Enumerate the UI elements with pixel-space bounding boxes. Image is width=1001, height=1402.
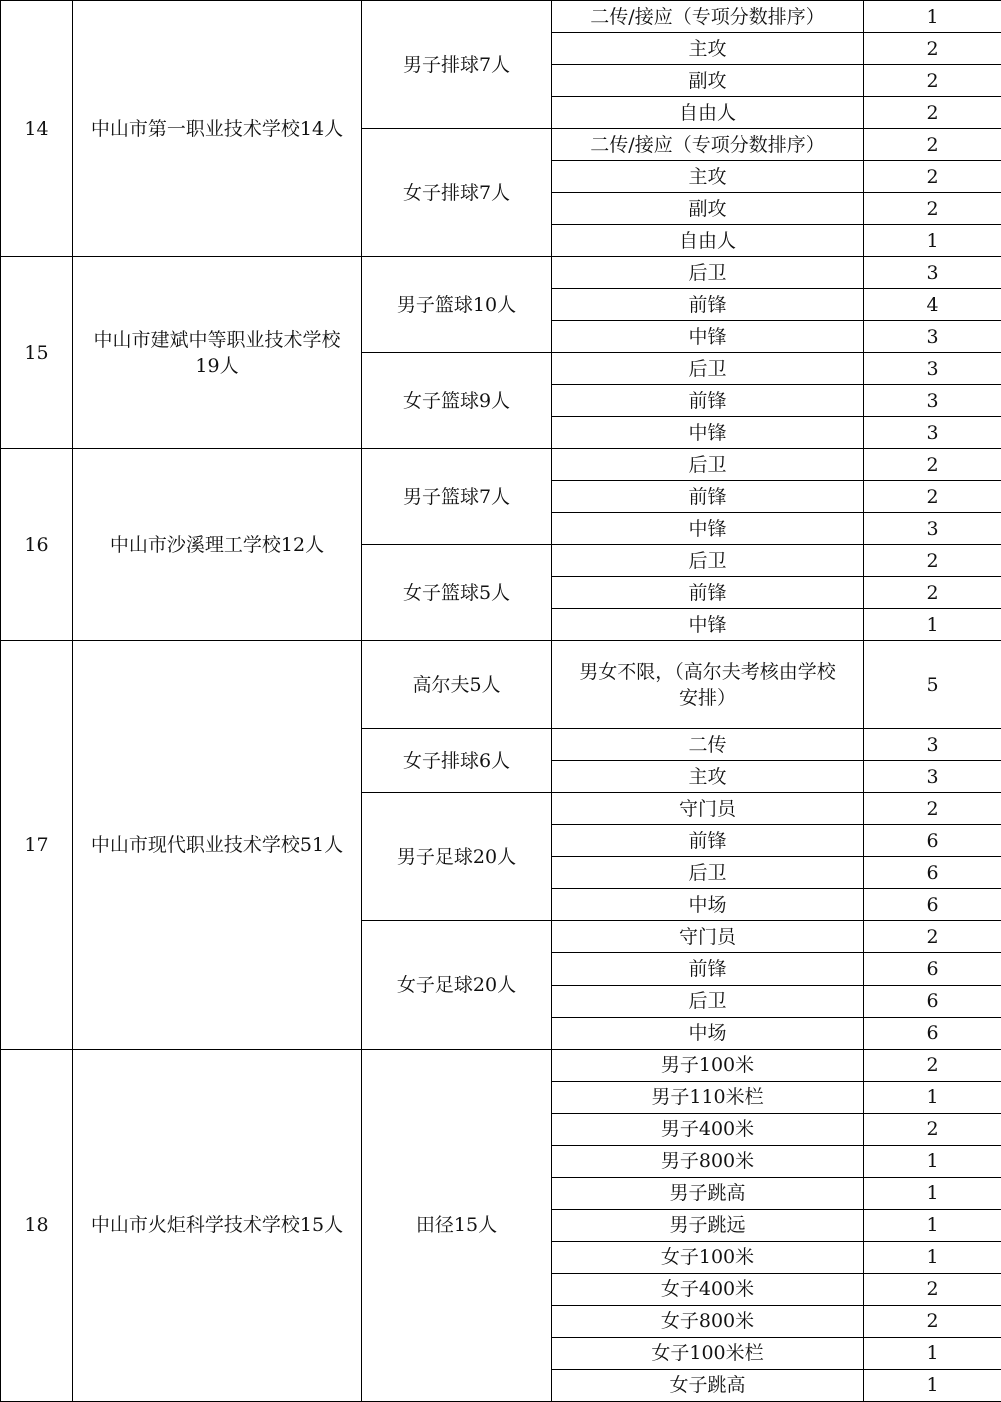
position-cell: 后卫 bbox=[552, 353, 864, 385]
position-cell: 前锋 bbox=[552, 953, 864, 985]
count-cell: 1 bbox=[864, 1337, 1001, 1369]
count-cell: 2 bbox=[864, 129, 1001, 161]
position-cell: 后卫 bbox=[552, 545, 864, 577]
count-cell: 6 bbox=[864, 953, 1001, 985]
position-cell: 男子400米 bbox=[552, 1113, 864, 1145]
count-cell: 1 bbox=[864, 1081, 1001, 1113]
position-cell: 男子跳高 bbox=[552, 1177, 864, 1209]
count-cell: 6 bbox=[864, 1017, 1001, 1049]
position-cell: 前锋 bbox=[552, 385, 864, 417]
position-cell: 女子跳高 bbox=[552, 1369, 864, 1401]
position-cell: 前锋 bbox=[552, 825, 864, 857]
table-row bbox=[1, 641, 1001, 729]
school-name-line: 19人 bbox=[195, 354, 239, 377]
count-cell: 3 bbox=[864, 321, 1001, 353]
count-cell: 3 bbox=[864, 257, 1001, 289]
position-cell: 守门员 bbox=[552, 921, 864, 953]
quota-table-body bbox=[1, 1, 1001, 1402]
team-cell: 女子足球20人 bbox=[362, 921, 552, 1049]
position-cell: 前锋 bbox=[552, 481, 864, 513]
team-cell: 女子篮球5人 bbox=[362, 545, 552, 641]
count-cell: 2 bbox=[864, 193, 1001, 225]
count-cell: 2 bbox=[864, 1273, 1001, 1305]
team-cell: 男子篮球10人 bbox=[362, 257, 552, 353]
count-cell: 3 bbox=[864, 385, 1001, 417]
position-cell: 后卫 bbox=[552, 985, 864, 1017]
count-cell: 2 bbox=[864, 481, 1001, 513]
count-cell: 4 bbox=[864, 289, 1001, 321]
count-cell: 2 bbox=[864, 793, 1001, 825]
position-cell: 守门员 bbox=[552, 793, 864, 825]
count-cell: 1 bbox=[864, 1145, 1001, 1177]
team-cell: 田径15人 bbox=[362, 1049, 552, 1401]
count-cell: 1 bbox=[864, 225, 1001, 257]
position-cell: 主攻 bbox=[552, 33, 864, 65]
position-cell: 中场 bbox=[552, 889, 864, 921]
table-row bbox=[1, 1, 1001, 33]
position-cell: 后卫 bbox=[552, 257, 864, 289]
position-cell: 女子100米栏 bbox=[552, 1337, 864, 1369]
team-cell: 男子排球7人 bbox=[362, 1, 552, 129]
position-cell: 中锋 bbox=[552, 609, 864, 641]
count-cell: 2 bbox=[864, 1305, 1001, 1337]
count-cell: 1 bbox=[864, 1209, 1001, 1241]
school-index-cell: 18 bbox=[1, 1049, 73, 1401]
position-line: 安排） bbox=[678, 686, 736, 709]
position-cell: 后卫 bbox=[552, 449, 864, 481]
count-cell: 2 bbox=[864, 97, 1001, 129]
position-cell: 男子800米 bbox=[552, 1145, 864, 1177]
count-cell: 6 bbox=[864, 825, 1001, 857]
position-cell: 后卫 bbox=[552, 857, 864, 889]
table-row bbox=[1, 449, 1001, 481]
count-cell: 2 bbox=[864, 1113, 1001, 1145]
count-cell: 6 bbox=[864, 985, 1001, 1017]
position-cell: 男子110米栏 bbox=[552, 1081, 864, 1113]
count-cell: 2 bbox=[864, 65, 1001, 97]
school-name-cell: 中山市现代职业技术学校51人 bbox=[73, 641, 362, 1049]
position-cell: 中锋 bbox=[552, 321, 864, 353]
table-row bbox=[1, 1049, 1001, 1081]
school-name-cell: 中山市火炬科学技术学校15人 bbox=[73, 1049, 362, 1401]
count-cell: 2 bbox=[864, 577, 1001, 609]
position-cell: 女子800米 bbox=[552, 1305, 864, 1337]
count-cell: 1 bbox=[864, 1, 1001, 33]
count-cell: 2 bbox=[864, 161, 1001, 193]
position-cell: 二传/接应（专项分数排序） bbox=[552, 1, 864, 33]
count-cell: 2 bbox=[864, 449, 1001, 481]
count-cell: 1 bbox=[864, 1177, 1001, 1209]
position-cell: 女子100米 bbox=[552, 1241, 864, 1273]
count-cell: 3 bbox=[864, 353, 1001, 385]
count-cell: 3 bbox=[864, 729, 1001, 761]
count-cell: 2 bbox=[864, 921, 1001, 953]
position-cell: 副攻 bbox=[552, 65, 864, 97]
count-cell: 6 bbox=[864, 889, 1001, 921]
position-cell: 男子100米 bbox=[552, 1049, 864, 1081]
school-name-cell: 中山市沙溪理工学校12人 bbox=[73, 449, 362, 641]
count-cell: 1 bbox=[864, 1241, 1001, 1273]
position-cell: 中锋 bbox=[552, 417, 864, 449]
count-cell: 1 bbox=[864, 1369, 1001, 1401]
position-cell: 前锋 bbox=[552, 289, 864, 321]
count-cell: 2 bbox=[864, 545, 1001, 577]
position-cell: 中锋 bbox=[552, 513, 864, 545]
team-cell: 女子排球6人 bbox=[362, 729, 552, 793]
school-index-cell: 15 bbox=[1, 257, 73, 449]
team-cell: 高尔夫5人 bbox=[362, 641, 552, 729]
position-cell: 自由人 bbox=[552, 97, 864, 129]
school-index-cell: 14 bbox=[1, 1, 73, 257]
count-cell: 2 bbox=[864, 1049, 1001, 1081]
school-name-cell bbox=[73, 257, 362, 449]
count-cell: 1 bbox=[864, 609, 1001, 641]
position-cell: 副攻 bbox=[552, 193, 864, 225]
position-line: 男女不限，（高尔夫考核由学校 bbox=[579, 660, 836, 683]
count-cell: 3 bbox=[864, 417, 1001, 449]
count-cell: 3 bbox=[864, 513, 1001, 545]
position-cell: 中场 bbox=[552, 1017, 864, 1049]
count-cell: 5 bbox=[864, 641, 1001, 729]
position-cell: 自由人 bbox=[552, 225, 864, 257]
position-cell: 主攻 bbox=[552, 761, 864, 793]
school-name-line: 中山市建斌中等职业技术学校 bbox=[93, 328, 341, 351]
position-cell: 女子400米 bbox=[552, 1273, 864, 1305]
position-cell: 二传 bbox=[552, 729, 864, 761]
position-cell: 前锋 bbox=[552, 577, 864, 609]
position-cell: 男子跳远 bbox=[552, 1209, 864, 1241]
school-name-cell: 中山市第一职业技术学校14人 bbox=[73, 1, 362, 257]
school-index-cell: 16 bbox=[1, 449, 73, 641]
position-cell bbox=[552, 641, 864, 729]
count-cell: 2 bbox=[864, 33, 1001, 65]
team-cell: 女子排球7人 bbox=[362, 129, 552, 257]
team-cell: 男子足球20人 bbox=[362, 793, 552, 921]
position-cell: 二传/接应（专项分数排序） bbox=[552, 129, 864, 161]
team-cell: 男子篮球7人 bbox=[362, 449, 552, 545]
count-cell: 6 bbox=[864, 857, 1001, 889]
team-cell: 女子篮球9人 bbox=[362, 353, 552, 449]
table-row bbox=[1, 257, 1001, 289]
position-cell: 主攻 bbox=[552, 161, 864, 193]
count-cell: 3 bbox=[864, 761, 1001, 793]
school-index-cell: 17 bbox=[1, 641, 73, 1049]
